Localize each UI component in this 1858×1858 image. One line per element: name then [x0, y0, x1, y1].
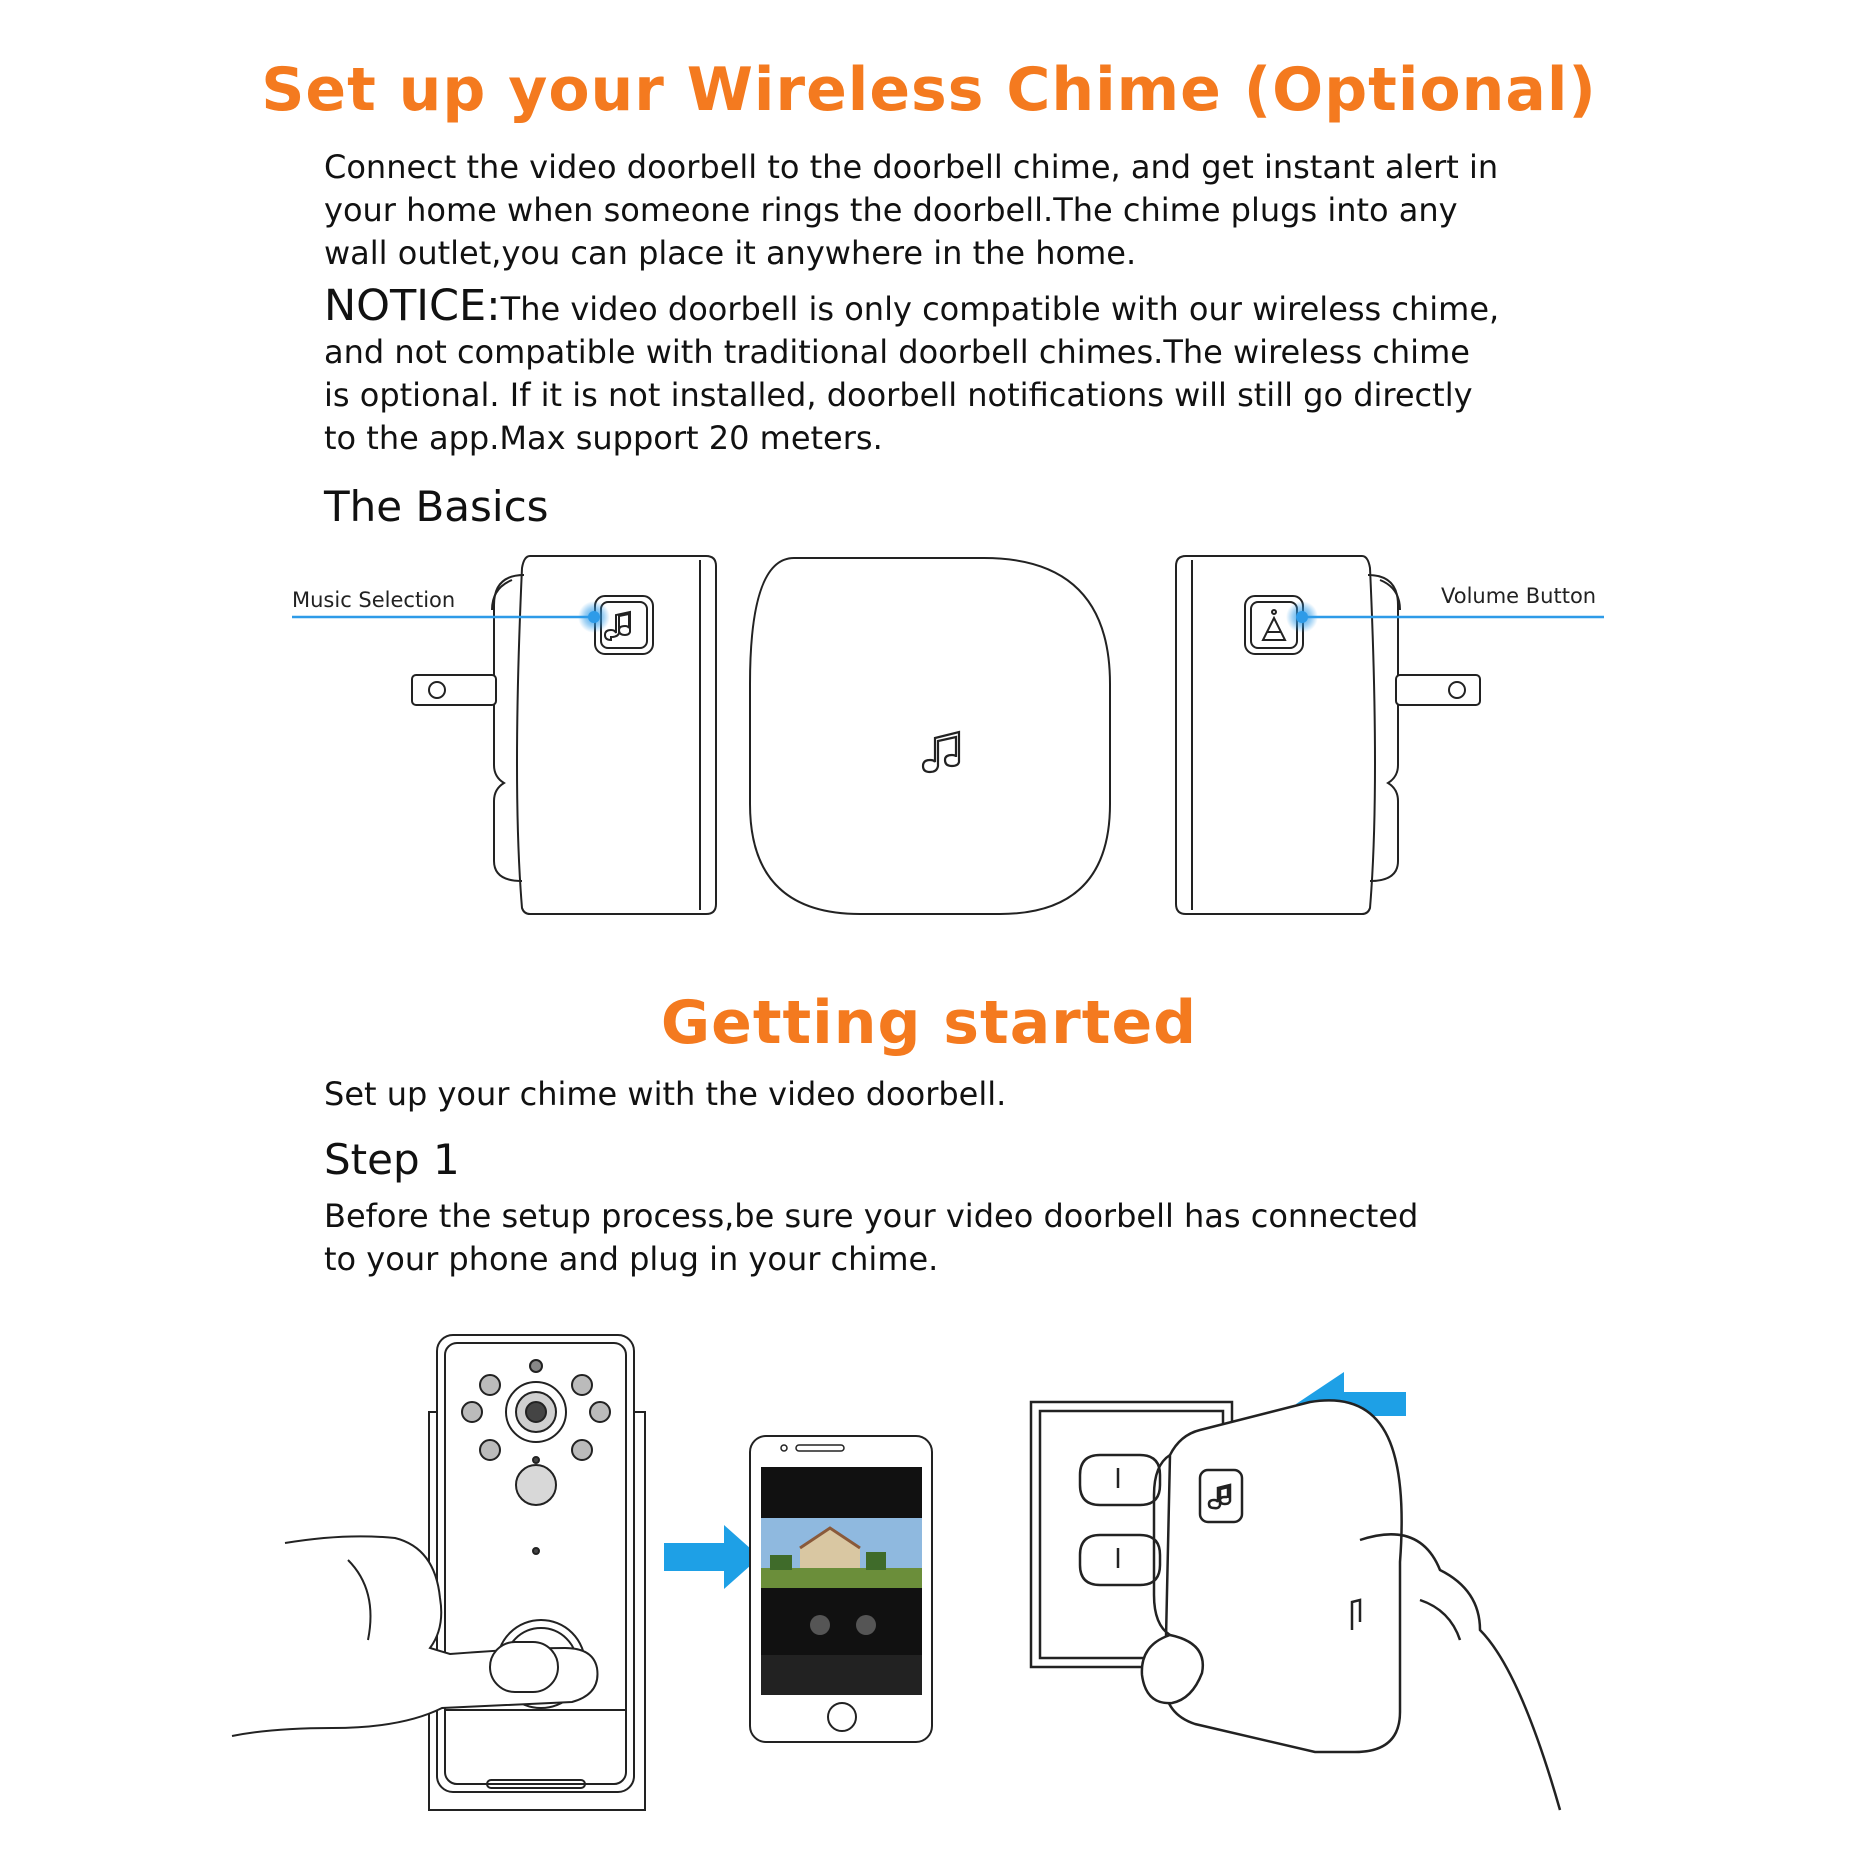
- section-title-wireless-chime: Set up your Wireless Chime (Optional): [261, 55, 1597, 125]
- smartphone-illustration: [750, 1436, 932, 1742]
- intro-line: your home when someone rings the doorbell.The chime plugs into any: [324, 191, 1458, 229]
- arrow-to-phone-icon: [664, 1525, 760, 1589]
- notice-text: The video doorbell is only compatible with our wireless chime,: [500, 290, 1500, 328]
- step-line: to your phone and plug in your chime.: [324, 1240, 939, 1278]
- basics-heading: The Basics: [324, 482, 549, 531]
- chime-side-view-right: [1176, 556, 1480, 914]
- notice-line: and not compatible with traditional doorbell chimes.The wireless chime: [324, 333, 1470, 371]
- notice-line: to the app.Max support 20 meters.: [324, 419, 883, 457]
- step-line: Before the setup process,be sure your video doorbell has connected: [324, 1197, 1419, 1235]
- chime-side-view-left: [412, 556, 716, 914]
- chime-plugged-illustration: [1142, 1400, 1560, 1810]
- volume-button-label: Volume Button: [1441, 584, 1597, 608]
- notice-line: is optional. If it is not installed, doorbell notifications will still go directly: [324, 376, 1473, 414]
- video-doorbell-illustration: [232, 1335, 645, 1810]
- notice-label: NOTICE:: [324, 281, 501, 331]
- chime-front-view: [750, 558, 1110, 914]
- intro-line: Connect the video doorbell to the doorbell chime, and get instant alert in: [324, 148, 1499, 186]
- step-heading: Step 1: [324, 1135, 460, 1184]
- section-title-getting-started: Getting started: [660, 988, 1198, 1058]
- music-selection-label: Music Selection: [292, 588, 456, 612]
- intro-line: wall outlet,you can place it anywhere in the home.: [324, 234, 1137, 272]
- getting-started-subtitle: Set up your chime with the video doorbell.: [324, 1075, 1007, 1113]
